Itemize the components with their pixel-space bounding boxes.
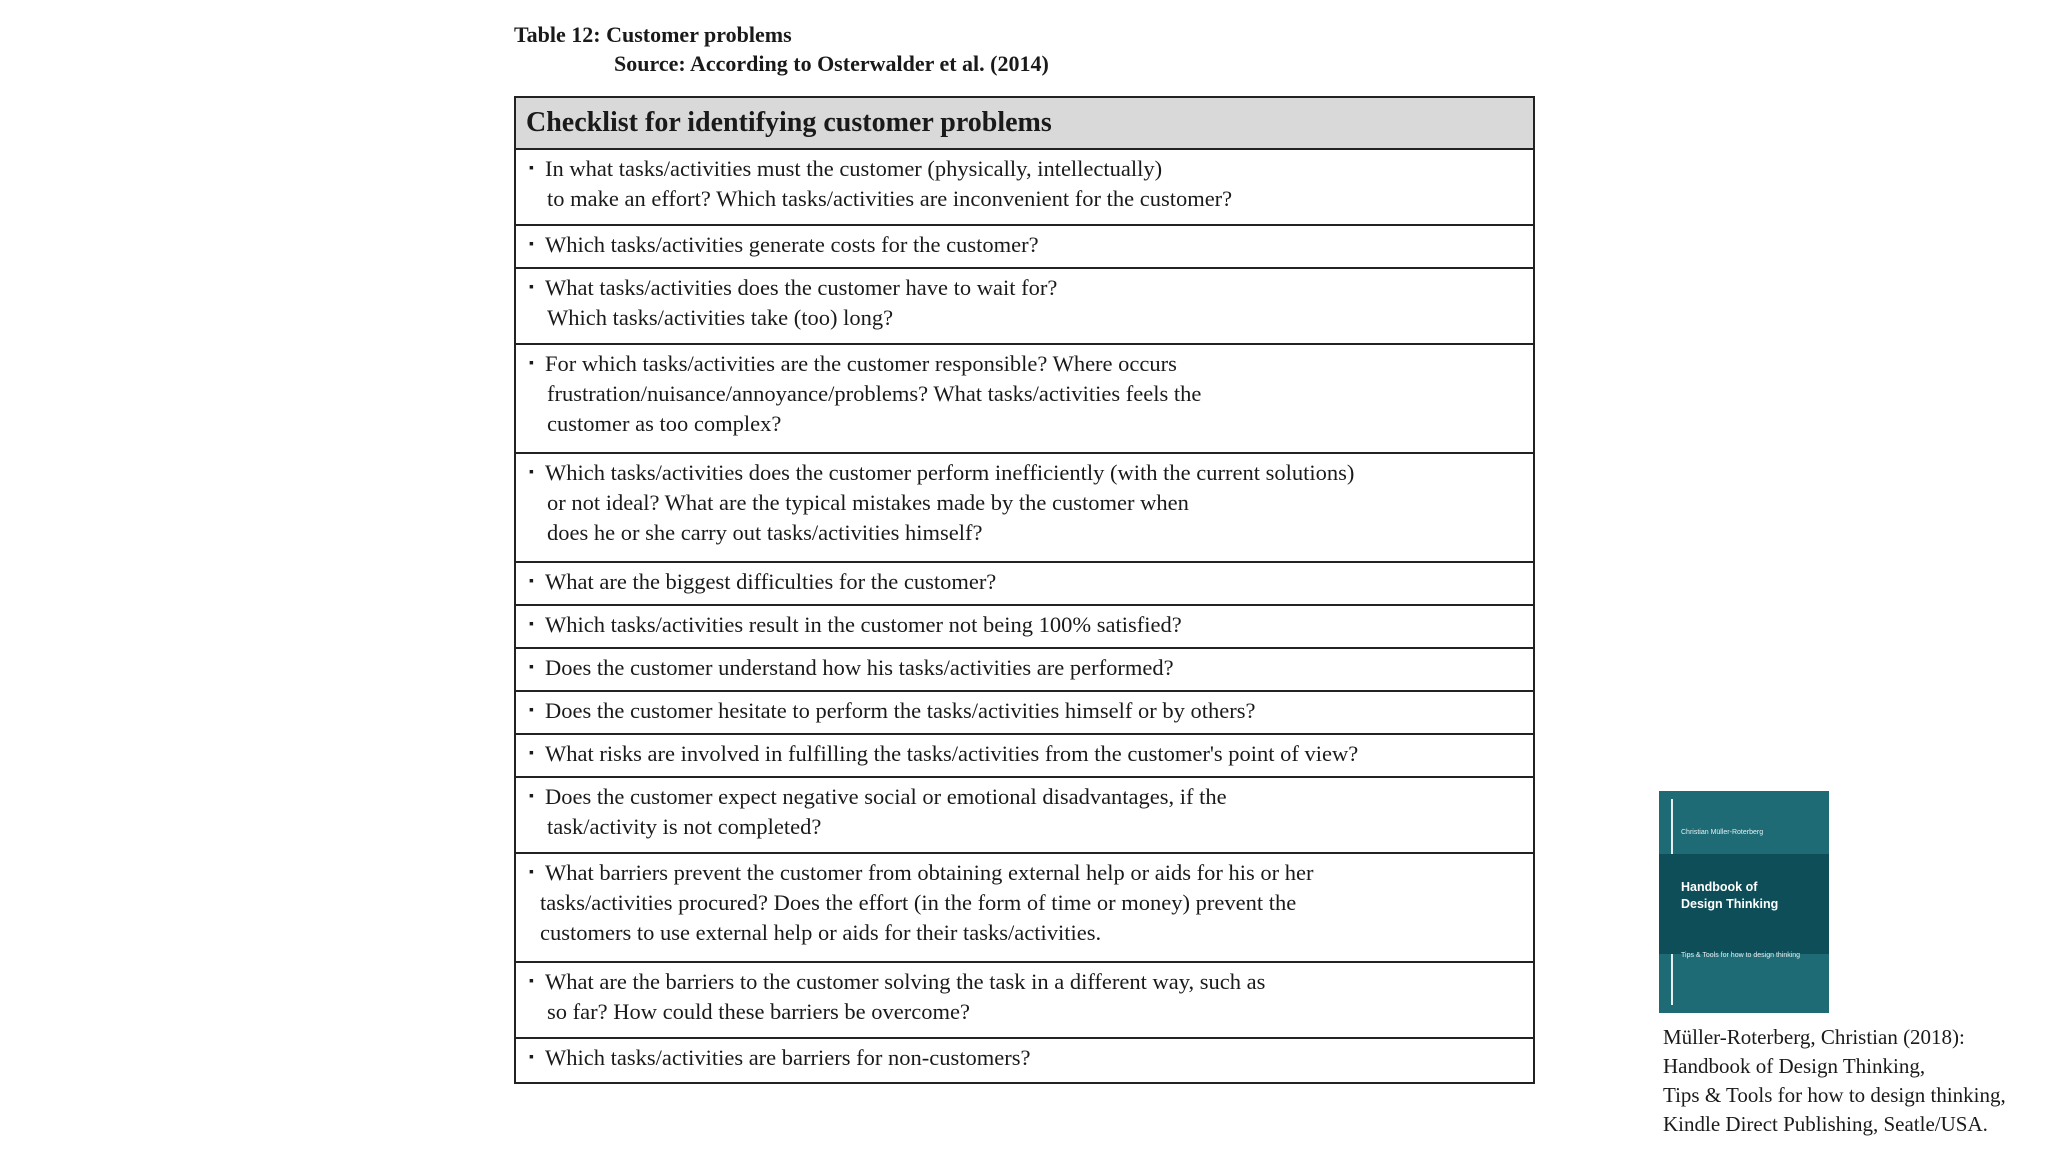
bullet-icon: ▪ [529,746,534,761]
table-row [516,563,1533,606]
row-text-line: Does the customer hesitate to perform the tasks/activities himself or by others? [545,698,1256,723]
bullet-icon: ▪ [529,660,534,675]
book-cover-image [1659,791,1829,1013]
bullet-icon: ▪ [529,789,534,804]
cover-title-line: Handbook of [1681,880,1758,894]
row-text-line: What are the biggest difficulties for the customer? [545,569,997,594]
row-text-line: What tasks/activities does the customer have to wait for? [545,275,1058,300]
bullet-icon: ▪ [529,974,534,989]
row-text-line: does he or she carry out tasks/activities himself? [547,520,983,545]
row-text-line: task/activity is not completed? [547,814,822,839]
cover-title [1681,879,1778,913]
bullet-icon: ▪ [529,237,534,252]
table-header: Checklist for identifying customer problems [516,98,1533,150]
row-text-line: What barriers prevent the customer from obtaining external help or aids for his or her [545,860,1314,885]
row-text-line: Which tasks/activities are barriers for non-customers? [545,1045,1031,1070]
row-text-line: Which tasks/activities result in the customer not being 100% satisfied? [545,612,1182,637]
table-row [516,735,1533,778]
table-row [516,269,1533,345]
bullet-icon: ▪ [529,161,534,176]
reference-line: Kindle Direct Publishing, Seatle/USA. [1663,1112,1988,1136]
bullet-icon: ▪ [529,356,534,371]
table-row [516,692,1533,735]
table-row [516,854,1533,963]
table-row [516,345,1533,454]
table-row [516,1039,1533,1082]
row-text-line: frustration/nuisance/annoyance/problems? What tasks/activities feels the [547,381,1202,406]
bullet-icon: ▪ [529,865,534,880]
row-text-line: What risks are involved in fulfilling the tasks/activities from the customer's point of view? [545,741,1359,766]
bullet-icon: ▪ [529,465,534,480]
table-row [516,226,1533,269]
book-reference [1663,1023,2006,1139]
cover-subtitle: Tips & Tools for how to design thinking [1681,952,1801,959]
reference-line: Müller-Roterberg, Christian (2018): [1663,1025,1965,1049]
cover-title-line: Design Thinking [1681,897,1779,911]
row-text-line: Which tasks/activities generate costs for the customer? [545,232,1039,257]
table-caption-title: Table 12: Customer problems [514,22,792,47]
table-row [516,649,1533,692]
table-row [516,778,1533,854]
row-text-line: Does the customer expect negative social or emotional disadvantages, if the [545,784,1227,809]
bullet-icon: ▪ [529,574,534,589]
row-text-line: or not ideal? What are the typical mistakes made by the customer when [547,490,1189,515]
row-text-line: customers to use external help or aids for their tasks/activities. [540,920,1102,945]
row-text-line: In what tasks/activities must the customer (physically, intellectually) [545,156,1163,181]
row-text-line: customer as too complex? [547,411,782,436]
table-caption-source: Source: According to Osterwalder et al. (2014) [614,51,1049,76]
cover-author: Christian Müller-Roterberg [1681,829,1764,836]
row-text-line: What are the barriers to the customer solving the task in a different way, such as [545,969,1266,994]
row-text-line: so far? How could these barriers be overcome? [547,999,970,1024]
row-text-line: to make an effort? Which tasks/activities are inconvenient for the customer? [547,186,1233,211]
row-text-line: Does the customer understand how his tasks/activities are performed? [545,655,1174,680]
bullet-icon: ▪ [529,617,534,632]
row-text-line: Which tasks/activities does the customer perform inefficiently (with the current solutions) [545,460,1355,485]
row-text-line: tasks/activities procured? Does the effort (in the form of time or money) prevent the [540,890,1297,915]
table-body [516,150,1533,1082]
table-row [516,963,1533,1039]
bullet-icon: ▪ [529,280,534,295]
checklist-table [514,96,1535,1084]
row-text-line: For which tasks/activities are the customer responsible? Where occurs [545,351,1177,376]
bullet-icon: ▪ [529,703,534,718]
reference-line: Tips & Tools for how to design thinking, [1663,1083,2006,1107]
table-row [516,606,1533,649]
bullet-icon: ▪ [529,1050,534,1065]
table-row [516,454,1533,563]
reference-line: Handbook of Design Thinking, [1663,1054,1926,1078]
table-row [516,150,1533,226]
row-text-line: Which tasks/activities take (too) long? [547,305,894,330]
